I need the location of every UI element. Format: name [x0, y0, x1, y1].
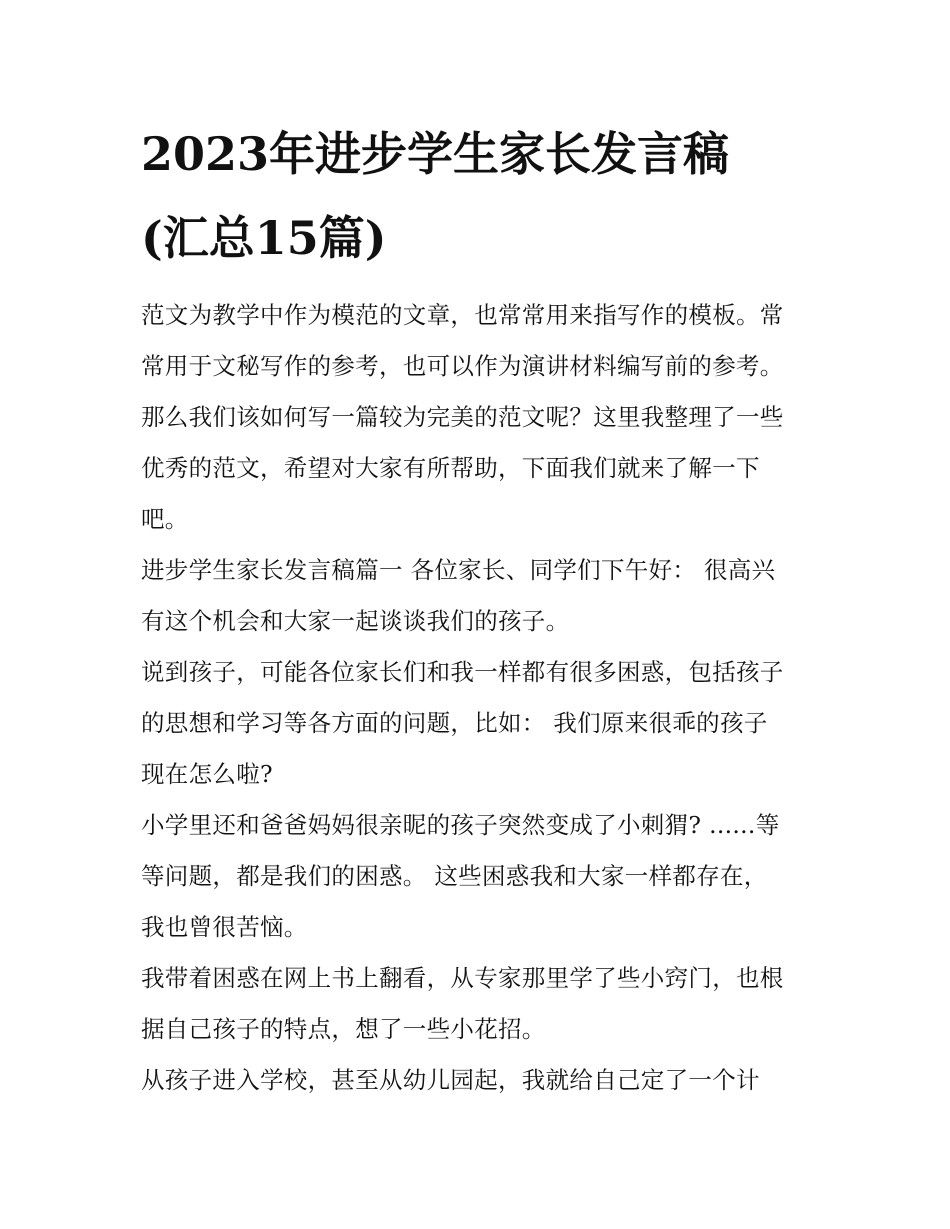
text-line: 常用于文秘写作的参考，也可以作为演讲材料编写前的参考。	[141, 352, 784, 380]
text-line: 范文为教学中作为模范的文章，也常常用来指写作的模板。常	[141, 301, 784, 329]
document-title	[141, 112, 821, 280]
text-line: 吧。	[141, 505, 189, 533]
text-line: 说到孩子，可能各位家长们和我一样都有很多困惑，包括孩子	[141, 658, 784, 686]
text-line: 现在怎么啦?	[141, 760, 273, 788]
paragraph-hedgehog	[141, 800, 821, 953]
document-content	[141, 112, 821, 1106]
title-line: 2023年进步学生家长发言稿	[141, 127, 730, 181]
paragraph-plan	[141, 1055, 821, 1106]
paragraph-greeting	[141, 545, 821, 647]
text-line: 我带着困惑在网上书上翻看，从专家那里学了些小窍门，也根	[141, 964, 784, 992]
text-line: 我也曾很苦恼。	[141, 913, 308, 941]
document-body	[141, 290, 821, 1106]
paragraph-confusion	[141, 647, 821, 800]
text-line: 进步学生家长发言稿篇一 各位家长、同学们下午好： 很高兴	[141, 556, 776, 584]
text-line: 从孩子进入学校，甚至从幼儿园起，我就给自己定了一个计	[141, 1066, 760, 1094]
paragraph-tips	[141, 953, 821, 1055]
title-line: (汇总15篇)	[141, 211, 387, 265]
text-line: 优秀的范文，希望对大家有所帮助，下面我们就来了解一下	[141, 454, 760, 482]
text-line: 等问题，都是我们的困惑。 这些困惑我和大家一样都存在，	[141, 862, 768, 890]
text-line: 有这个机会和大家一起谈谈我们的孩子。	[141, 607, 570, 635]
text-line: 的思想和学习等各方面的问题，比如： 我们原来很乖的孩子	[141, 709, 768, 737]
text-line: 小学里还和爸爸妈妈很亲昵的孩子突然变成了小刺猬? ......等	[141, 811, 780, 839]
paragraph-intro	[141, 290, 821, 545]
text-line: 那么我们该如何写一篇较为完美的范文呢？这里我整理了一些	[141, 403, 784, 431]
text-line: 据自己孩子的特点，想了一些小花招。	[141, 1015, 546, 1043]
